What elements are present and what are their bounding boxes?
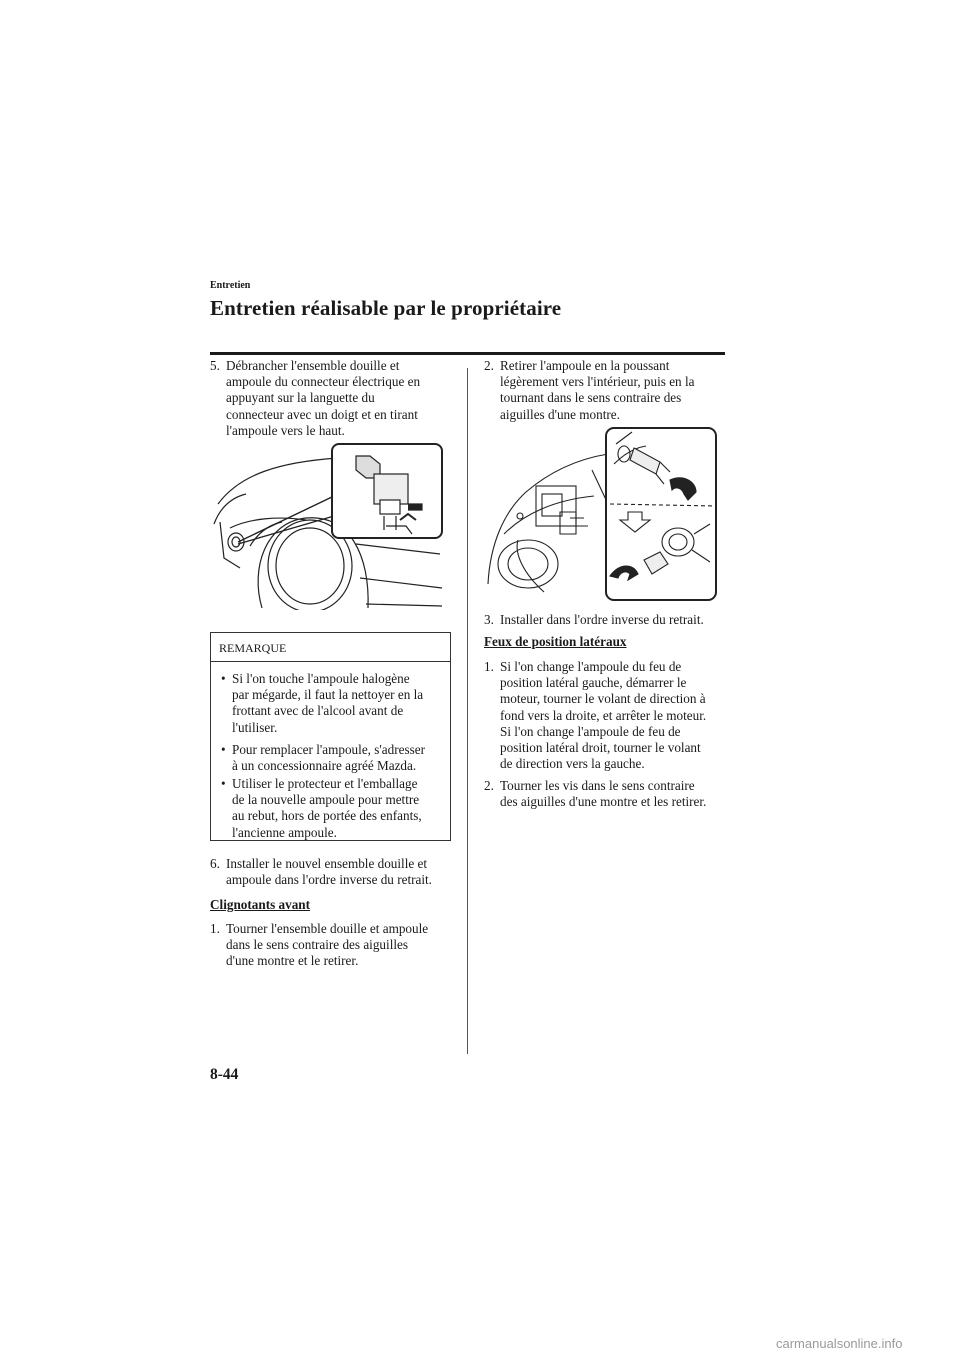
step-number: 6. <box>210 856 220 871</box>
page-number: 8-44 <box>210 1066 239 1083</box>
step-number: 5. <box>210 358 220 373</box>
text-line: Pour remplacer l'ampoule, s'adresser <box>232 742 425 757</box>
text-line: dans le sens contraire des aiguilles <box>226 937 409 953</box>
text-line: de la nouvelle ampoule pour mettre <box>232 792 420 808</box>
text-line: des aiguilles d'une montre et les retirer. <box>500 794 707 810</box>
heading-clignotants-avant: Clignotants avant <box>210 897 311 912</box>
note-header <box>211 633 450 662</box>
bullet-icon: • <box>221 776 226 791</box>
headlight-bulb-illustration <box>210 438 446 610</box>
section-label: Entretien <box>210 280 251 291</box>
step-number: 1. <box>484 659 494 674</box>
text-line: Tourner l'ensemble douille et ampoule <box>226 921 429 936</box>
column-divider <box>467 368 468 1054</box>
text-line: d'une montre et le retirer. <box>226 953 359 969</box>
step-2 <box>484 358 729 423</box>
text-line: ampoule dans l'ordre inverse du retrait. <box>226 872 432 888</box>
heading-feux-de-position-lateraux: Feux de position latéraux <box>484 634 627 649</box>
page-title: Entretien réalisable par le propriétaire <box>210 296 562 320</box>
clignotants-step-1 <box>210 921 460 970</box>
text-line: ampoule du connecteur électrique en <box>226 374 421 390</box>
text-line: Si l'on change l'ampoule de feu de <box>500 723 681 739</box>
note-bullet <box>219 671 447 736</box>
text-line: Tourner les vis dans le sens contraire <box>500 778 695 793</box>
text-line: Utiliser le protecteur et l'emballage <box>232 776 418 791</box>
bullet-icon: • <box>221 671 226 686</box>
step-number: 1. <box>210 921 220 936</box>
text-line: légèrement vers l'intérieur, puis en la <box>500 374 695 390</box>
text-line: Si l'on change l'ampoule du feu de <box>500 659 682 674</box>
text-line: appuyant sur la languette du <box>226 390 375 406</box>
title-rule <box>210 352 725 355</box>
remarque-note-box <box>210 632 451 841</box>
step-3 <box>484 612 734 628</box>
text-line: position latéral droit, tourner le volant <box>500 740 701 756</box>
text-line: Retirer l'ampoule en la poussant <box>500 358 670 373</box>
text-line: l'ancienne ampoule. <box>232 824 337 840</box>
text-line: Si l'on touche l'ampoule halogène <box>232 671 410 686</box>
text-line: frottant avec de l'alcool avant de <box>232 703 404 719</box>
step-number: 2. <box>484 358 494 373</box>
text-line: fond vers la droite, et arrêter le moteur. <box>500 707 707 723</box>
feux-step-2 <box>484 778 734 810</box>
text-line: aiguilles d'une montre. <box>500 406 620 422</box>
turn-signal-bulb-illustration <box>484 424 722 606</box>
step-number: 2. <box>484 778 494 793</box>
text-line: l'ampoule vers le haut. <box>226 422 345 438</box>
text-line: Installer dans l'ordre inverse du retrait. <box>500 612 704 627</box>
step-6 <box>210 856 460 888</box>
text-line: Installer le nouvel ensemble douille et <box>226 856 428 871</box>
feux-step-1 <box>484 659 734 772</box>
text-line: position latéral gauche, démarrer le <box>500 675 687 691</box>
bullet-icon: • <box>221 742 226 757</box>
text-line: moteur, tourner le volant de direction à <box>500 691 706 707</box>
text-line: connecteur avec un doigt et en tirant <box>226 406 418 422</box>
step-5 <box>210 358 455 439</box>
text-line: par mégarde, il faut la nettoyer en la <box>232 687 424 703</box>
note-bullet <box>219 776 447 841</box>
text-line: Débrancher l'ensemble douille et <box>226 358 400 373</box>
text-line: au rebut, hors de portée des enfants, <box>232 808 422 824</box>
watermark: carmanualsonline.info <box>776 1336 903 1351</box>
step-number: 3. <box>484 612 494 627</box>
note-bullet <box>219 742 447 774</box>
text-line: de direction vers la gauche. <box>500 756 645 772</box>
text-line: l'utiliser. <box>232 719 278 735</box>
note-title: REMARQUE <box>219 641 287 655</box>
text-line: à un concessionnaire agréé Mazda. <box>232 758 417 774</box>
text-line: tournant dans le sens contraire des <box>500 390 682 406</box>
